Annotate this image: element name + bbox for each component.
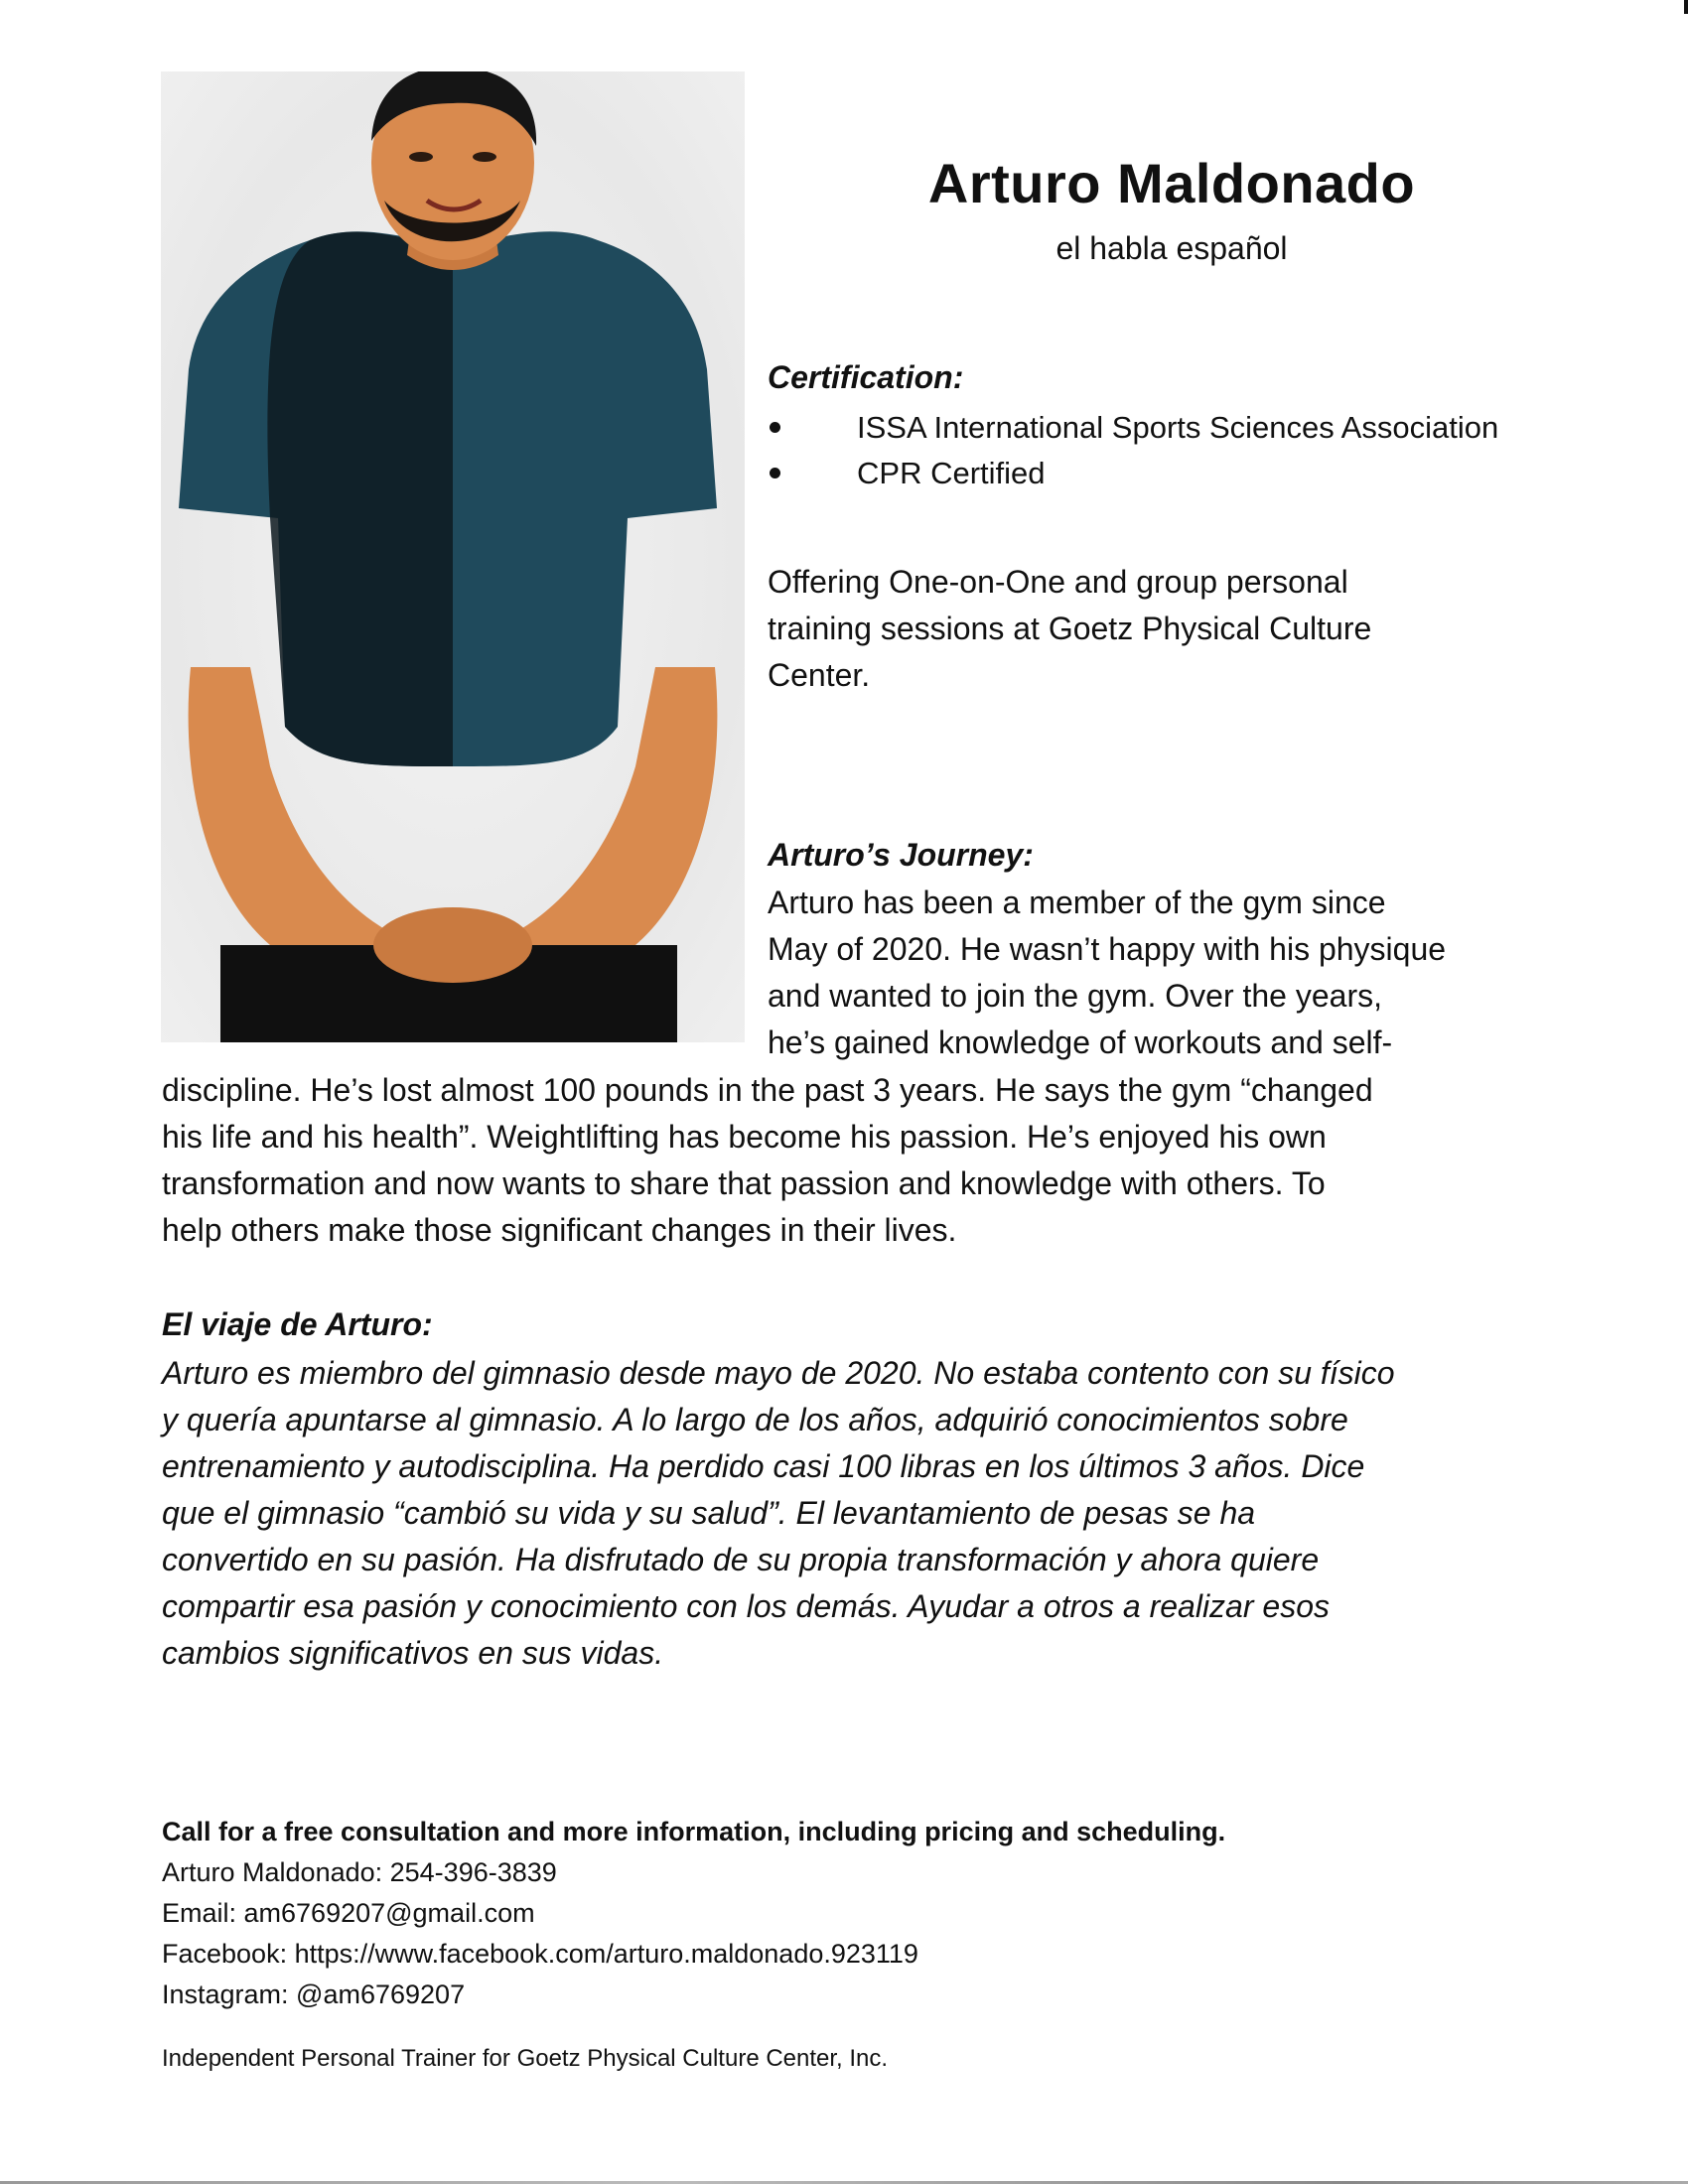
contact-instagram: Instagram: @am6769207 [162, 1979, 466, 2009]
journey-line: Arturo has been a member of the gym since [768, 885, 1386, 920]
bullet-icon [770, 468, 780, 478]
journey-line: transformation and now wants to share that passion and knowledge with others. To [162, 1165, 1326, 1201]
journey-heading: Arturo’s Journey: [768, 837, 1034, 873]
bullet-icon [770, 422, 780, 433]
certification-item [768, 405, 1498, 451]
certification-item-text: CPR Certified [857, 456, 1046, 490]
offering-line: Center. [768, 657, 871, 693]
contact-facebook: Facebook: https://www.facebook.com/arturo.maldonado.923119 [162, 1939, 918, 1969]
journey-es-heading: El viaje de Arturo: [162, 1306, 433, 1342]
journey-es-line: Arturo es miembro del gimnasio desde mayo de 2020. No estaba contento con su físico [162, 1355, 1395, 1391]
journey-es-line: entrenamiento y autodisciplina. Ha perdido casi 100 libras en los últimos 3 años. Dice [162, 1448, 1365, 1484]
journey-line: help others make those significant changes in their lives. [162, 1212, 957, 1248]
journey-line: and wanted to join the gym. Over the years, [768, 978, 1382, 1014]
journey-line: discipline. He’s lost almost 100 pounds in the past 3 years. He says the gym “changed [162, 1072, 1373, 1108]
scan-artifact-mark [1684, 0, 1688, 14]
journey-paragraph-top [768, 880, 1562, 1066]
journey-es-line: convertido en su pasión. Ha disfrutado de su propia transformación y ahora quiere [162, 1542, 1320, 1577]
certification-list [768, 405, 1498, 496]
trainer-photo-illustration [161, 71, 745, 1042]
journey-line: he’s gained knowledge of workouts and self- [768, 1024, 1393, 1060]
offering-line: Offering One-on-One and group personal [768, 564, 1348, 600]
trainer-name: Arturo Maldonado [927, 152, 1416, 214]
footer-note: Independent Personal Trainer for Goetz Physical Culture Center, Inc. [162, 2045, 889, 2072]
journey-es-line: y quería apuntarse al gimnasio. A lo largo de los años, adquirió conocimientos sobre [162, 1402, 1348, 1437]
language-note: el habla español [1055, 230, 1288, 266]
journey-paragraph-rest [162, 1067, 1582, 1254]
certification-item-text: ISSA International Sports Sciences Association [857, 410, 1499, 445]
trainer-photo [161, 71, 745, 1042]
journey-line: his life and his health”. Weightlifting has become his passion. He’s enjoyed his own [162, 1119, 1327, 1155]
journey-es-line: que el gimnasio “cambió su vida y su salud”. El levantamiento de pesas se ha [162, 1495, 1256, 1531]
offering-line: training sessions at Goetz Physical Culture [768, 611, 1372, 646]
contact-phone: Arturo Maldonado: 254-396-3839 [162, 1857, 557, 1887]
contact-call-to-action: Call for a free consultation and more information, including pricing and scheduling. [162, 1817, 1226, 1846]
certification-item [768, 451, 1498, 496]
journey-es-line: compartir esa pasión y conocimiento con los demás. Ayudar a otros a realizar esos [162, 1588, 1330, 1624]
clasped-hands [373, 907, 532, 983]
journey-line: May of 2020. He wasn’t happy with his physique [768, 931, 1447, 967]
journey-es-line: cambios significativos en sus vidas. [162, 1635, 664, 1671]
contact-email: Email: am6769207@gmail.com [162, 1898, 535, 1928]
certification-heading: Certification: [768, 359, 964, 395]
journey-es-paragraph [162, 1350, 1592, 1677]
offering-paragraph [768, 559, 1522, 699]
contact-block [162, 1812, 1225, 2015]
